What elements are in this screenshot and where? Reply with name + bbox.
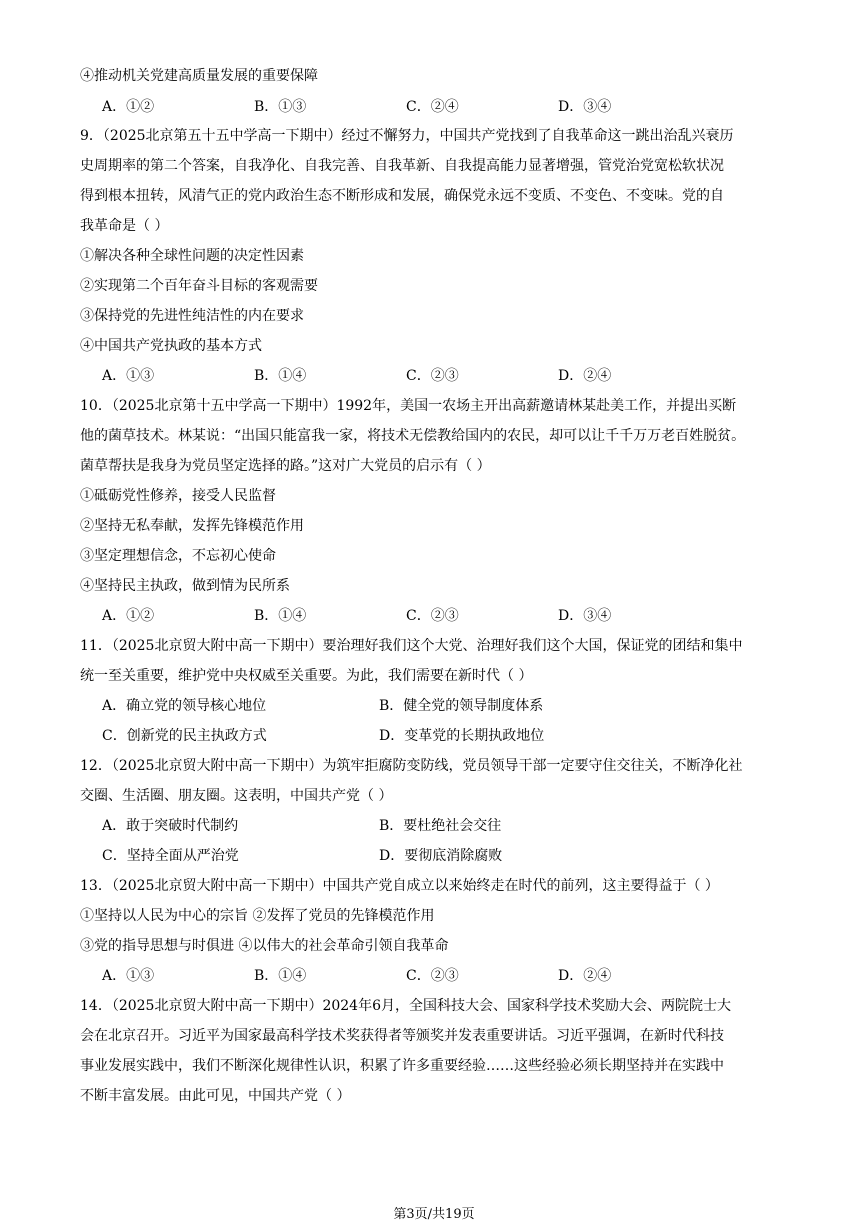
page-footer: 第3页/共19页	[393, 1207, 475, 1222]
text-line: 得到根本扭转，风清气正的党内政治生态不断形成和发展，确保党永远不变质、不变色、不变味。党的自	[80, 188, 724, 204]
text-line: 事业发展实践中，我们不断深化规律性认识，积累了许多重要经验……这些经验必须长期坚持并在实践中	[80, 1058, 724, 1074]
text-line: ④推动机关党建高质量发展的重要保障	[80, 68, 318, 84]
answer-option: A．敢于突破时代制约	[102, 818, 239, 834]
answer-options	[80, 366, 710, 386]
text-line: 我革命是（ ）	[80, 218, 169, 234]
answer-option: D．②④	[558, 968, 612, 984]
text-line: ③保持党的先进性纯洁性的内在要求	[80, 308, 304, 324]
text-line: ④坚持民主执政，做到情为民所系	[80, 578, 290, 594]
text-line: 9．（2025北京第五十五中学高一下期中）经过不懈努力，中国共产党找到了自我革命这一跳出治乱兴衰历	[80, 128, 734, 144]
answer-option: C．②③	[406, 968, 459, 984]
answer-option: B．要杜绝社会交往	[379, 818, 502, 834]
text-line: ④中国共产党执政的基本方式	[80, 338, 262, 354]
answer-options	[80, 816, 656, 836]
answer-option: B．健全党的领导制度体系	[379, 698, 544, 714]
answer-option: A．①②	[102, 99, 155, 115]
text-line: 不断丰富发展。由此可见，中国共产党（ ）	[80, 1088, 351, 1104]
text-line: 14．（2025北京贸大附中高一下期中）2024年6月，全国科技大会、国家科学技术奖励大会、两院院士大	[80, 998, 731, 1014]
text-line: 交圈、生活圈、朋友圈。这表明，中国共产党（ ）	[80, 788, 393, 804]
answer-option: D．③④	[558, 608, 612, 624]
answer-option: C．②④	[406, 99, 459, 115]
answer-options	[80, 97, 710, 117]
answer-options	[80, 846, 656, 866]
text-line: 13．（2025北京贸大附中高一下期中）中国共产党自成立以来始终走在时代的前列，这主要得益于（ ）	[80, 878, 719, 894]
answer-option: B．①④	[254, 368, 307, 384]
answer-option: D．②④	[558, 368, 612, 384]
answer-option: D．要彻底消除腐败	[379, 848, 503, 864]
text-line: 菌草帮扶是我身为党员坚定选择的路。”这对广大党员的启示有（ ）	[80, 458, 491, 474]
answer-option: D．变革党的长期执政地位	[379, 728, 545, 744]
text-line: 他的菌草技术。林某说：“出国只能富我一家，将技术无偿教给国内的农民，却可以让千千万万老百姓脱贫。	[80, 428, 746, 444]
answer-option: A．确立党的领导核心地位	[102, 698, 267, 714]
answer-option: C．②③	[406, 368, 459, 384]
text-line: 10．（2025北京第十五中学高一下期中）1992年，美国一农场主开出高薪邀请林某赴美工作，并提出买断	[80, 398, 737, 414]
text-line: ①坚持以人民为中心的宗旨 ②发挥了党员的先锋模范作用	[80, 908, 435, 924]
text-line: 史周期率的第二个答案，自我净化、自我完善、自我革新、自我提高能力显著增强，管党治党宽松软状况	[80, 158, 724, 174]
answer-options	[80, 696, 656, 716]
answer-options	[80, 606, 710, 626]
text-line: 会在北京召开。习近平为国家最高科学技术奖获得者等颁奖并发表重要讲话。习近平强调，在新时代科技	[80, 1028, 724, 1044]
text-line: ②实现第二个百年奋斗目标的客观需要	[80, 278, 318, 294]
text-line: ①砥砺党性修养，接受人民监督	[80, 488, 276, 504]
answer-options	[80, 966, 710, 986]
answer-option: B．①④	[254, 608, 307, 624]
answer-option: A．①③	[102, 368, 155, 384]
answer-option: D．③④	[558, 99, 612, 115]
answer-option: C．②③	[406, 608, 459, 624]
answer-option: B．①④	[254, 968, 307, 984]
text-line: 11．（2025北京贸大附中高一下期中）要治理好我们这个大党、治理好我们这个大国，保证党的团结和集中	[80, 638, 743, 654]
text-line: ③坚定理想信念，不忘初心使命	[80, 548, 276, 564]
answer-option: A．①③	[102, 968, 155, 984]
answer-option: C．创新党的民主执政方式	[102, 728, 267, 744]
answer-option: C．坚持全面从严治党	[102, 848, 239, 864]
text-line: 12．（2025北京贸大附中高一下期中）为筑牢拒腐防变防线，党员领导干部一定要守住交往关，不断净化社	[80, 758, 743, 774]
answer-option: B．①③	[254, 99, 307, 115]
text-line: 统一至关重要，维护党中央权威至关重要。为此，我们需要在新时代（ ）	[80, 668, 533, 684]
answer-options	[80, 726, 656, 746]
text-line: ②坚持无私奉献，发挥先锋模范作用	[80, 518, 304, 534]
text-line: ①解决各种全球性问题的决定性因素	[80, 248, 304, 264]
answer-option: A．①②	[102, 608, 155, 624]
text-line: ③党的指导思想与时俱进 ④以伟大的社会革命引领自我革命	[80, 938, 449, 954]
